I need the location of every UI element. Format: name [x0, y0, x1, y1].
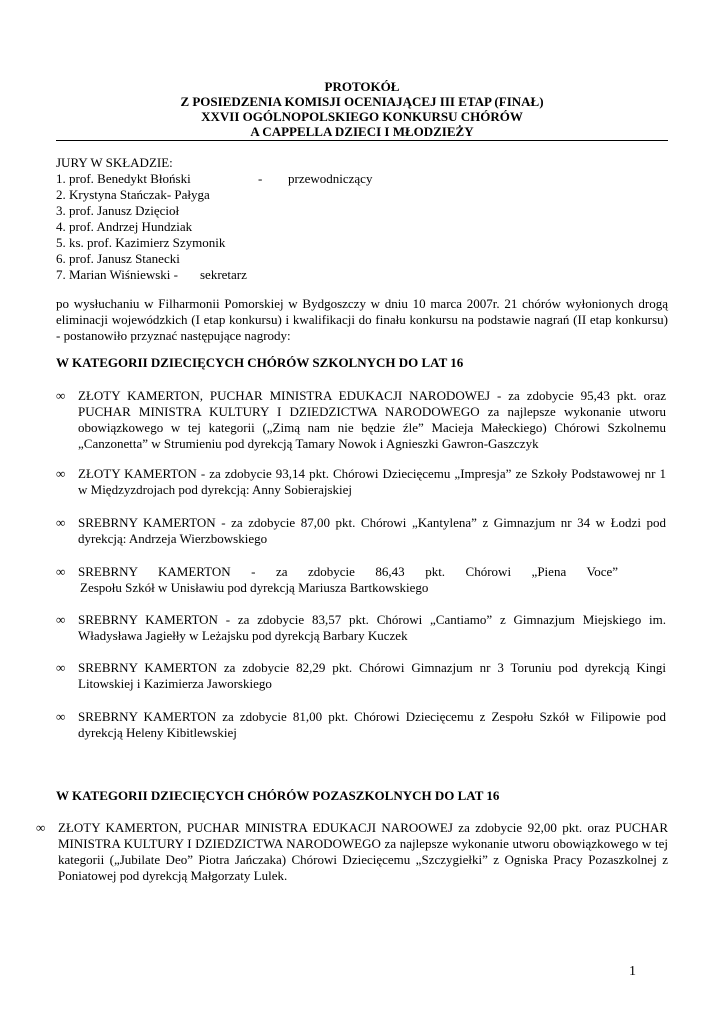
header-line-3: XXVII OGÓLNOPOLSKIEGO KONKURSU CHÓRÓW: [201, 109, 523, 124]
award-item: SREBRNY KAMERTON - za zdobycie 87,00 pkt. Chórowi „Kantylena” z Gimnazjum nr 34 w Łodzi pod dyrekcją: Andrzeja Wierzbowskiego: [78, 515, 666, 546]
jury-heading: JURY W SKŁADZIE:: [56, 155, 173, 170]
intro-paragraph: po wysłuchaniu w Filharmonii Pomorskiej w Bydgoszczy w dniu 10 marca 2007r. 21 chórów wyłonionych drogą eliminacji wojewódzkich (I etap konkursu) i kwalifikacji do finału konkursu na podstawie nagrań (II etap konkursu) - postanowiło przyznać następujące nagrody:: [56, 296, 668, 343]
jury-member: 6. prof. Janusz Stanecki: [56, 251, 180, 266]
jury-member: 3. prof. Janusz Dzięcioł: [56, 203, 180, 218]
header-title: PROTOKÓŁ: [324, 79, 400, 94]
infinity-bullet-icon: ∞: [56, 466, 66, 481]
award-item: SREBRNY KAMERTON za zdobycie 81,00 pkt. Chórowi Dziecięcemu z Zespołu Szkół w Filipowie pod dyrekcją Heleny Kibitlewskiej: [78, 709, 666, 740]
jury-member: [56, 267, 372, 283]
category-heading: W KATEGORII DZIECIĘCYCH CHÓRÓW SZKOLNYCH DO LAT 16: [56, 355, 464, 370]
page-number: 1: [629, 964, 636, 979]
infinity-bullet-icon: ∞: [56, 660, 66, 675]
jury-member: 4. prof. Andrzej Hundziak: [56, 219, 193, 234]
jury-member-role: sekretarz: [200, 267, 247, 282]
award-item: ZŁOTY KAMERTON, PUCHAR MINISTRA EDUKACJI NAROOWEJ za zdobycie 92,00 pkt. oraz PUCHAR MINISTRA KULTURY I DZIEDZICTWA NARODOWEGO za najlepsze wykonanie utworu obowiązkowego w tej kategorii („Jubilate Deo” Piotra Jańczaka) Chórowi Dziecięcemu „Szczygiełki” z Ogniska Pracy Pozaszkolnej z Poniatowej pod dyrekcją Małgorzaty Lulek.: [58, 820, 668, 883]
jury-member-role: przewodniczący: [288, 171, 373, 186]
header-line-4: A CAPPELLA DZIECI I MŁODZIEŻY: [250, 124, 474, 139]
infinity-bullet-icon: ∞: [56, 515, 66, 530]
jury-member-separator: -: [258, 171, 263, 186]
jury-member: 2. Krystyna Stańczak- Pałyga: [56, 187, 210, 202]
award-item: SREBRNY KAMERTON - za zdobycie 86,43 pkt. Chórowi „Piena Voce”: [78, 564, 618, 579]
award-item: SREBRNY KAMERTON za zdobycie 82,29 pkt. Chórowi Gimnazjum nr 3 Toruniu pod dyrekcją Kingi Litowskiej i Kazimierza Jaworskiego: [78, 660, 666, 691]
infinity-bullet-icon: ∞: [56, 564, 66, 579]
infinity-bullet-icon: ∞: [56, 612, 66, 627]
infinity-bullet-icon: ∞: [36, 820, 46, 835]
award-item-continuation: Zespołu Szkół w Unisławiu pod dyrekcją Mariusza Bartkowskiego: [80, 580, 429, 595]
infinity-bullet-icon: ∞: [56, 388, 66, 403]
jury-member-name: 1. prof. Benedykt Błoński: [56, 171, 191, 186]
jury-member: 5. ks. prof. Kazimierz Szymonik: [56, 235, 226, 250]
jury-member-name: 7. Marian Wiśniewski -: [56, 267, 178, 282]
award-item: ZŁOTY KAMERTON - za zdobycie 93,14 pkt. Chórowi Dziecięcemu „Impresja” ze Szkoły Podstawowej nr 1 w Międzyzdrojach pod dyrekcją: Anny Sobierajskiej: [78, 466, 666, 497]
award-item: ZŁOTY KAMERTON, PUCHAR MINISTRA EDUKACJI NARODOWEJ - za zdobycie 95,43 pkt. oraz PUCHAR MINISTRA KULTURY I DZIEDZICTWA NARODOWEGO za najlepsze wykonanie utworu obowiązkowego w tej kategorii („Zimą nam nie będzie źle” Macieja Małeckiego) Chórowi Szkolnemu „Canzonetta” w Strumieniu pod dyrekcją Tamary Nowok i Agnieszki Gawron-Gaszczyk: [78, 388, 666, 451]
infinity-bullet-icon: ∞: [56, 709, 66, 724]
category-heading: W KATEGORII DZIECIĘCYCH CHÓRÓW POZASZKOLNYCH DO LAT 16: [56, 788, 500, 803]
jury-section: [56, 155, 372, 283]
header-line-2: Z POSIEDZENIA KOMISJI OCENIAJĄCEJ III ETAP (FINAŁ): [180, 94, 544, 109]
document-header: [56, 79, 668, 139]
header-divider: [56, 140, 668, 141]
jury-member: [56, 171, 372, 187]
award-item: SREBRNY KAMERTON - za zdobycie 83,57 pkt. Chórowi „Cantiamo” z Gimnazjum Miejskiego im. Władysława Jagiełły w Leżajsku pod dyrekcją Barbary Kuczek: [78, 612, 666, 643]
